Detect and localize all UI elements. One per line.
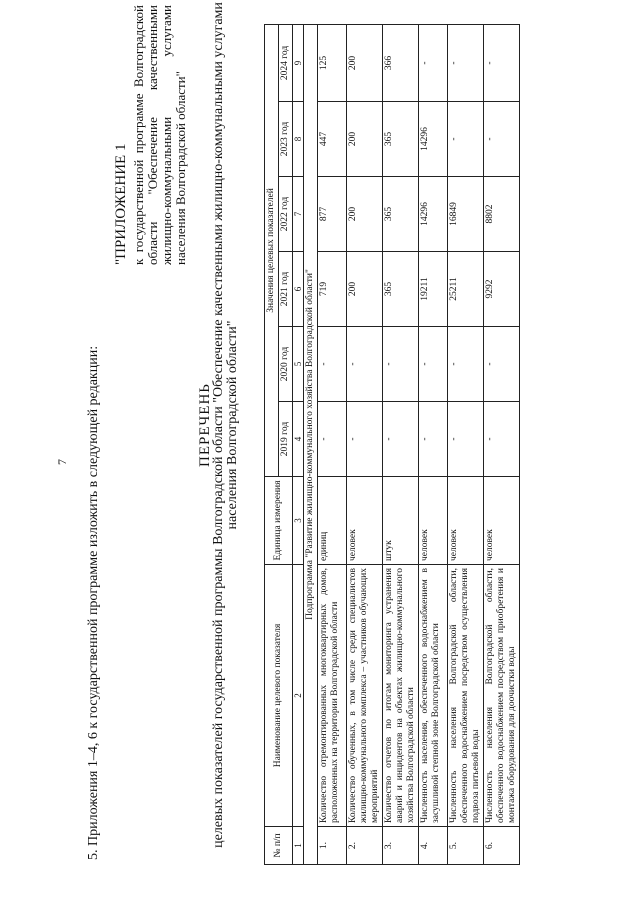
appendix-block	[114, 5, 188, 265]
value-cell: -	[419, 402, 448, 477]
value-cell: -	[484, 24, 520, 101]
value-cell: -	[383, 327, 419, 402]
table-row	[318, 24, 347, 864]
indicator-name: Количество отчетов по итогам мониторинга устранения аварий и инцидентов на объектах жилищно-коммунального хозяйства Волгоградской области	[383, 565, 419, 827]
row-number: 4.	[419, 827, 448, 865]
value-cell: -	[448, 24, 484, 101]
column-number: 8	[293, 102, 304, 177]
column-numbers-row	[293, 24, 304, 864]
value-cell: 16849	[448, 177, 484, 252]
document-title	[198, 0, 240, 875]
value-cell: 25211	[448, 252, 484, 327]
column-number: 6	[293, 252, 304, 327]
indicators-table	[264, 24, 520, 865]
column-number: 2	[293, 565, 304, 827]
column-number: 1	[293, 827, 304, 865]
header-year: 2022 год	[279, 177, 293, 252]
value-cell: 719	[318, 252, 347, 327]
header-year: 2020 год	[279, 327, 293, 402]
title-subtitle: целевых показателей государственной программы Волгоградской области "Обеспечение качественными жилищно-коммунальными услугами населения Волгоградской области"	[211, 2, 240, 848]
indicator-name: Численность населения, обеспеченного водоснабжением в засушливой степной зоне Волгоградской области	[419, 565, 448, 827]
column-number: 5	[293, 327, 304, 402]
table-row	[484, 24, 520, 864]
value-cell: 200	[347, 24, 383, 101]
value-cell: -	[484, 327, 520, 402]
value-cell: 200	[347, 177, 383, 252]
row-number: 5.	[448, 827, 484, 865]
indicator-name: Численность населения Волгоградской области, обеспеченного водоснабжением посредством осуществления подвоза питьевой воды	[448, 565, 484, 827]
header-row	[265, 24, 279, 864]
value-cell: 19211	[419, 252, 448, 327]
indicator-name: Количество обученных, в том числе среди специалистов жилищно-коммунального комплекса – участников обучающих мероприятий	[347, 565, 383, 827]
title-heading: ПЕРЕЧЕНЬ	[197, 383, 213, 467]
table-row	[419, 24, 448, 864]
value-cell: -	[419, 24, 448, 101]
column-number: 3	[293, 477, 304, 565]
value-cell: -	[347, 402, 383, 477]
intro-text: 5. Приложения 1–4, 6 к государственной программе изложить в следующей редакции:	[86, 345, 101, 860]
value-cell: 9292	[484, 252, 520, 327]
value-cell: 14296	[419, 177, 448, 252]
header-year: 2021 год	[279, 252, 293, 327]
indicator-unit: единиц	[318, 477, 347, 565]
column-number: 4	[293, 402, 304, 477]
value-cell: -	[419, 327, 448, 402]
subprogram-title: Подпрограмма "Развитие жилищно-коммунального хозяйства Волгоградской области"	[304, 24, 318, 864]
row-number: 6.	[484, 827, 520, 865]
value-cell: 14296	[419, 102, 448, 177]
column-number: 9	[293, 24, 304, 101]
header-name: Наименование целевого показателя	[265, 565, 293, 827]
indicator-unit: человек	[419, 477, 448, 565]
value-cell: 8802	[484, 177, 520, 252]
indicator-unit: штук	[383, 477, 419, 565]
header-year: 2019 год	[279, 402, 293, 477]
value-cell: 365	[383, 102, 419, 177]
appendix-title: "ПРИЛОЖЕНИЕ 1	[113, 143, 129, 265]
value-cell: -	[448, 402, 484, 477]
indicator-unit: человек	[347, 477, 383, 565]
value-cell: 200	[347, 252, 383, 327]
value-cell: 365	[383, 177, 419, 252]
value-cell: 125	[318, 24, 347, 101]
value-cell: 877	[318, 177, 347, 252]
value-cell: -	[484, 102, 520, 177]
table-row	[383, 24, 419, 864]
header-year: 2023 год	[279, 102, 293, 177]
table-row	[347, 24, 383, 864]
table-row	[448, 24, 484, 864]
indicator-unit: человек	[448, 477, 484, 565]
column-number: 7	[293, 177, 304, 252]
value-cell: 365	[383, 252, 419, 327]
row-number: 2.	[347, 827, 383, 865]
indicator-unit: человек	[484, 477, 520, 565]
row-number: 1.	[318, 827, 347, 865]
header-year: 2024 год	[279, 24, 293, 101]
header-unit: Единица измерения	[265, 477, 293, 565]
value-cell: 200	[347, 102, 383, 177]
header-num: № п/п	[265, 827, 293, 865]
subprogram-row	[304, 24, 318, 864]
value-cell: -	[448, 327, 484, 402]
indicator-name: Количество отремонтированных многоквартирных домов, расположенных на территории Волгоградской области	[318, 565, 347, 827]
header-values: Значения целевых показателей	[265, 24, 279, 476]
value-cell: -	[448, 102, 484, 177]
value-cell: -	[484, 402, 520, 477]
indicator-name: Численность населения Волгоградской области, обеспеченного водоснабжением посредством приобретения и монтажа оборудования для доочистки воды	[484, 565, 520, 827]
value-cell: -	[383, 402, 419, 477]
value-cell: -	[318, 327, 347, 402]
row-number: 3.	[383, 827, 419, 865]
value-cell: 366	[383, 24, 419, 101]
page-number: 7	[55, 459, 69, 465]
value-cell: 447	[318, 102, 347, 177]
value-cell: -	[347, 327, 383, 402]
appendix-text: к государственной программе Волгоградской области "Обеспечение качественными жилищно-коммунальными услугами населения Волгоградской области"	[131, 5, 188, 265]
value-cell: -	[318, 402, 347, 477]
